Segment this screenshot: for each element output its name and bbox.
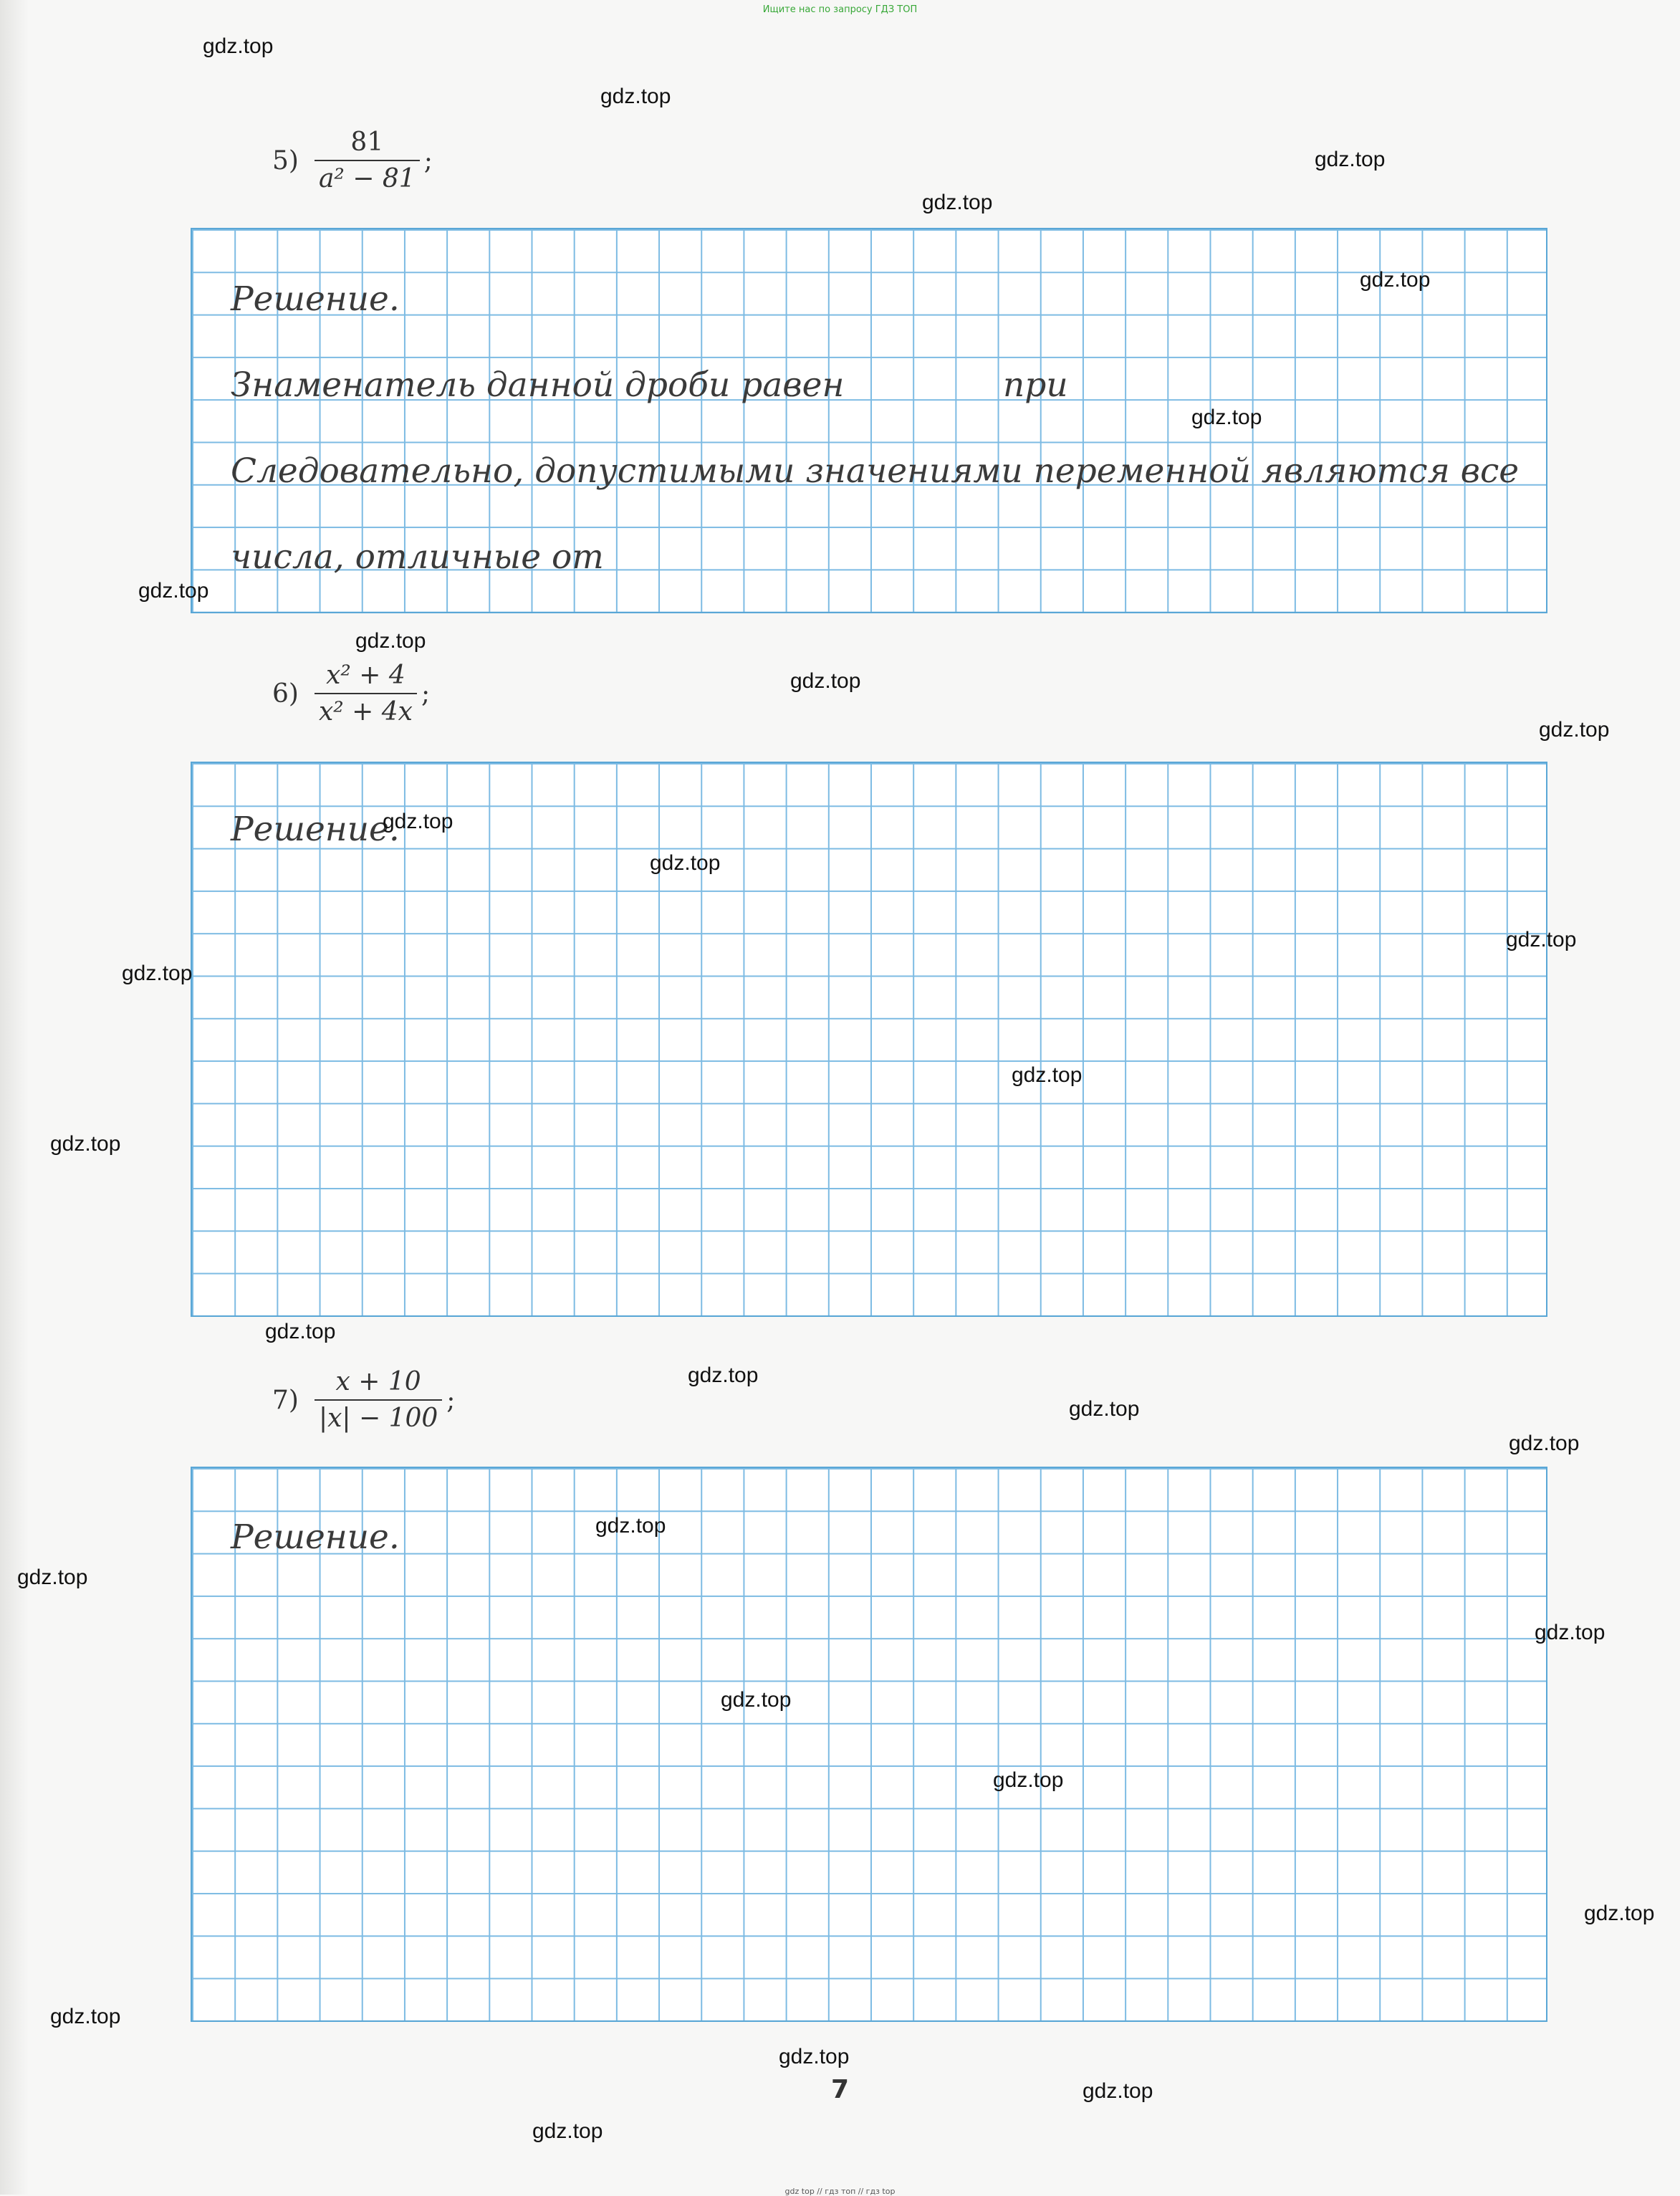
watermark: gdz.top	[922, 191, 993, 214]
watermark: gdz.top	[50, 2005, 121, 2028]
watermark: gdz.top	[600, 85, 671, 108]
solution-heading: Решение.	[231, 279, 400, 319]
punctuation: ;	[423, 145, 433, 176]
watermark: gdz.top	[1539, 718, 1610, 742]
watermark: gdz.top	[265, 1320, 336, 1343]
watermark: gdz.top	[122, 962, 193, 985]
watermark: gdz.top	[1584, 1902, 1655, 1925]
solution-heading: Решение.	[231, 810, 400, 849]
task-number: 6)	[272, 679, 299, 709]
fraction-denominator: x² + 4x	[315, 693, 417, 727]
watermark: gdz.top	[355, 629, 426, 653]
watermark: gdz.top	[50, 1132, 121, 1156]
watermark: gdz.top	[688, 1363, 759, 1387]
watermark: gdz.top	[1506, 928, 1577, 951]
top-banner-note: Ищите нас по запросу ГДЗ ТОП	[762, 4, 918, 15]
watermark: gdz.top	[1509, 1432, 1580, 1455]
page-number: 7	[831, 2075, 850, 2104]
solution-line-1a: Знаменатель данной дроби равен	[231, 365, 845, 405]
solution-heading: Решение.	[231, 1517, 400, 1557]
solution-line-3: числа, отличные от	[231, 537, 604, 577]
watermark: gdz.top	[1315, 148, 1386, 171]
fraction-numerator: x + 10	[335, 1367, 421, 1396]
watermark: gdz.top	[779, 2045, 850, 2068]
task-5	[272, 128, 433, 193]
watermark: gdz.top	[790, 669, 861, 693]
watermark: gdz.top	[595, 1514, 666, 1538]
fraction	[315, 1367, 442, 1433]
watermark: gdz.top	[1083, 2079, 1153, 2103]
watermark: gdz.top	[1012, 1063, 1083, 1087]
watermark: gdz.top	[993, 1768, 1064, 1792]
punctuation: ;	[421, 679, 431, 709]
fraction-numerator: 81	[350, 128, 384, 157]
task-number: 5)	[272, 145, 299, 176]
fraction-numerator: x² + 4	[326, 661, 405, 690]
fraction-denominator: a² − 81	[315, 160, 420, 193]
page-edge-shadow	[0, 0, 29, 2195]
watermark: gdz.top	[1535, 1621, 1605, 1644]
watermark: gdz.top	[203, 34, 274, 58]
watermark: gdz.top	[1360, 268, 1431, 292]
watermark: gdz.top	[138, 579, 209, 603]
watermark: gdz.top	[1191, 406, 1262, 429]
task-number: 7)	[272, 1385, 299, 1415]
fraction-denominator: |x| − 100	[315, 1399, 442, 1433]
punctuation: ;	[446, 1385, 456, 1415]
task-7	[272, 1367, 455, 1433]
watermark: gdz.top	[721, 1688, 792, 1712]
bottom-banner-note: gdz top // гдз топ // гдз top	[784, 2187, 896, 2196]
watermark: gdz.top	[383, 810, 453, 833]
watermark: gdz.top	[532, 2119, 603, 2143]
fraction	[315, 128, 420, 193]
watermark: gdz.top	[650, 851, 721, 875]
solution-line-1b: при	[1003, 365, 1068, 405]
fraction	[315, 661, 417, 727]
watermark: gdz.top	[1069, 1397, 1140, 1421]
solution-line-2: Следовательно, допустимыми значениями переменной являются все	[231, 451, 1520, 491]
task-6	[272, 661, 430, 727]
watermark: gdz.top	[17, 1566, 88, 1589]
